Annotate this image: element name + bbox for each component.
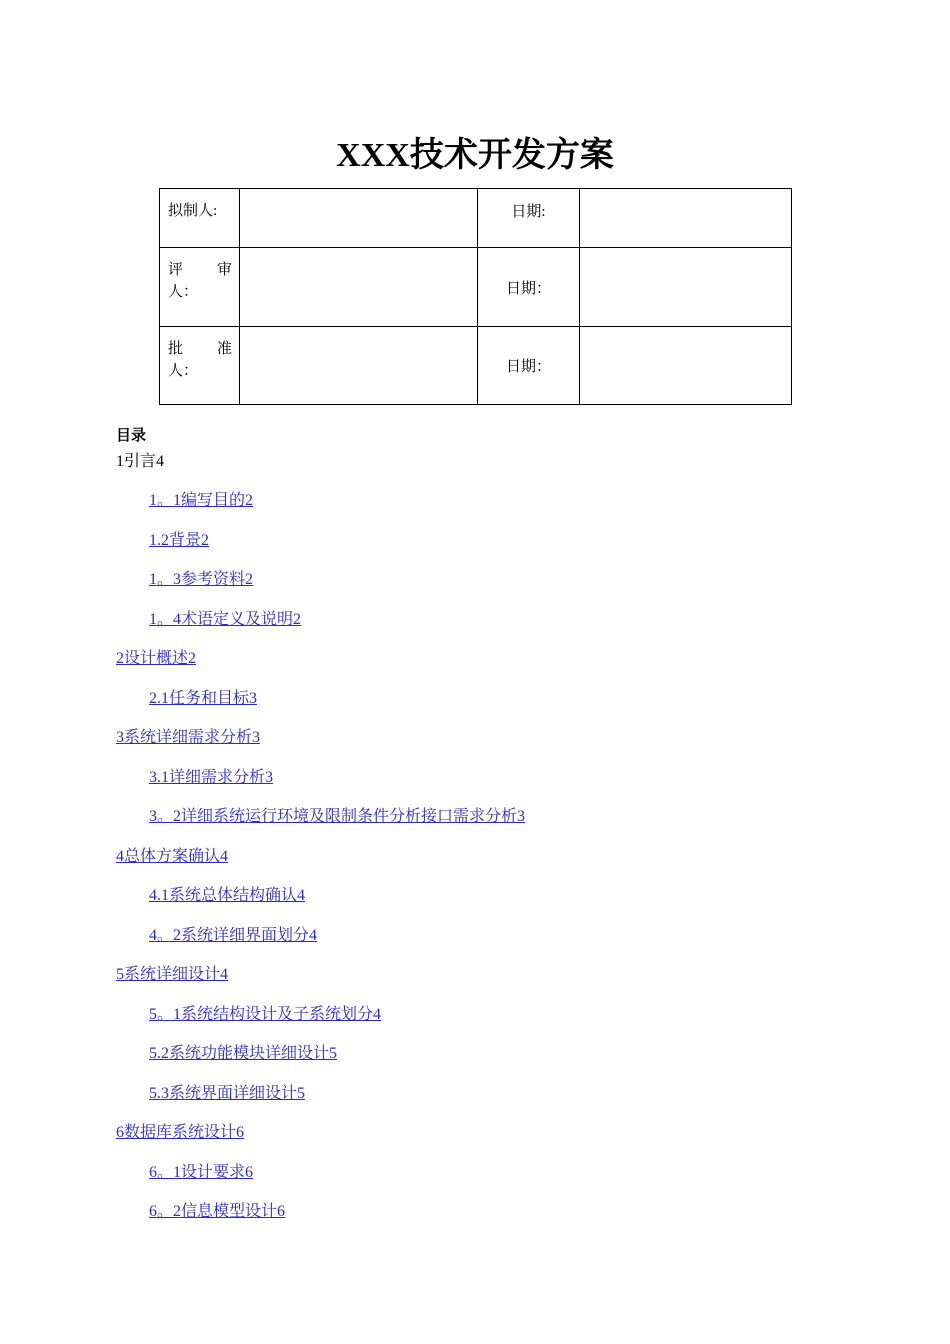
toc-link[interactable]: 1。4术语定义及说明2 [149, 610, 302, 628]
toc-link[interactable]: 6。2信息模型设计6 [149, 1203, 286, 1220]
approver-value-cell[interactable] [240, 327, 478, 405]
approval-row-author [160, 189, 792, 248]
author-label-cell [160, 189, 240, 248]
reviewer-label-line2: 人： [168, 284, 199, 300]
toc-item [0, 1044, 525, 1084]
approval-row-reviewer [160, 248, 792, 327]
approval-table [159, 188, 792, 405]
toc-item [0, 491, 525, 531]
reviewer-label-char2: 审 [216, 262, 232, 278]
toc-link[interactable]: 5.3系统界面详细设计5 [149, 1084, 306, 1102]
toc-item [0, 1084, 525, 1124]
toc-item [0, 1005, 525, 1045]
reviewer-label-cell [160, 248, 240, 327]
toc-item [0, 689, 525, 729]
toc-link[interactable]: 3.1详细需求分析3 [149, 768, 274, 786]
toc-item [0, 531, 525, 571]
toc-link[interactable]: 2.1任务和目标3 [149, 689, 258, 707]
toc-item [0, 886, 525, 926]
approver-date-label: 日期： [505, 359, 551, 375]
toc-item [0, 1163, 525, 1203]
approval-row-approver [160, 327, 792, 405]
toc-link[interactable]: 1.2背景2 [149, 531, 210, 549]
author-value-cell[interactable] [240, 189, 478, 248]
approver-label-char2: 准 [216, 341, 232, 357]
reviewer-value-cell[interactable] [240, 248, 478, 327]
table-of-contents [0, 491, 525, 1242]
author-date-label-cell [478, 189, 580, 248]
toc-item [0, 768, 525, 808]
approver-date-value-cell[interactable] [580, 327, 792, 405]
toc-item [0, 1202, 525, 1242]
approver-label-line1 [168, 338, 232, 360]
toc-item [0, 570, 525, 610]
reviewer-date-value-cell[interactable] [580, 248, 792, 327]
reviewer-label-line1 [168, 259, 232, 281]
toc-item [0, 1123, 525, 1163]
toc-link[interactable]: 6数据库系统设计6 [116, 1124, 245, 1141]
toc-link[interactable]: 2设计概述2 [116, 650, 197, 667]
toc-item [0, 965, 525, 1005]
toc-link[interactable]: 1。1编写目的2 [149, 492, 254, 509]
reviewer-date-label-cell [478, 248, 580, 327]
approver-label-char1: 批 [168, 341, 184, 357]
reviewer-label-char1: 评 [168, 262, 184, 278]
toc-link[interactable]: 3。2详细系统运行环境及限制条件分析接口需求分析3 [149, 808, 526, 825]
author-date-value-cell[interactable] [580, 189, 792, 248]
reviewer-date-label: 日期： [505, 280, 551, 297]
toc-link[interactable]: 6。1设计要求6 [149, 1163, 254, 1181]
approver-label-line2: 人： [168, 363, 199, 379]
author-label: 拟制人: [168, 203, 218, 219]
toc-link[interactable]: 5。1系统结构设计及子系统划分4 [149, 1005, 382, 1023]
toc-link[interactable]: 3系统详细需求分析3 [116, 729, 261, 746]
approver-label-cell [160, 327, 240, 405]
toc-link[interactable]: 4.1系统总体结构确认4 [149, 887, 306, 904]
toc-link[interactable]: 4。2系统详细界面划分4 [149, 926, 318, 944]
author-date-label: 日期: [511, 204, 546, 220]
toc-item [0, 926, 525, 966]
toc-item [0, 610, 525, 650]
toc-item [0, 649, 525, 689]
toc-link[interactable]: 5.2系统功能模块详细设计5 [149, 1045, 338, 1062]
toc-item [0, 847, 525, 887]
toc-link[interactable]: 1。3参考资料2 [149, 571, 254, 588]
toc-heading: 目录 [116, 426, 147, 444]
toc-first-entry: 1引言4 [116, 453, 165, 470]
approver-date-label-cell [478, 327, 580, 405]
document-title: XXX技术开发方案 [336, 137, 614, 174]
toc-link[interactable]: 4总体方案确认4 [116, 847, 229, 865]
toc-item [0, 807, 525, 847]
toc-link[interactable]: 5系统详细设计4 [116, 966, 229, 983]
toc-item [0, 728, 525, 768]
